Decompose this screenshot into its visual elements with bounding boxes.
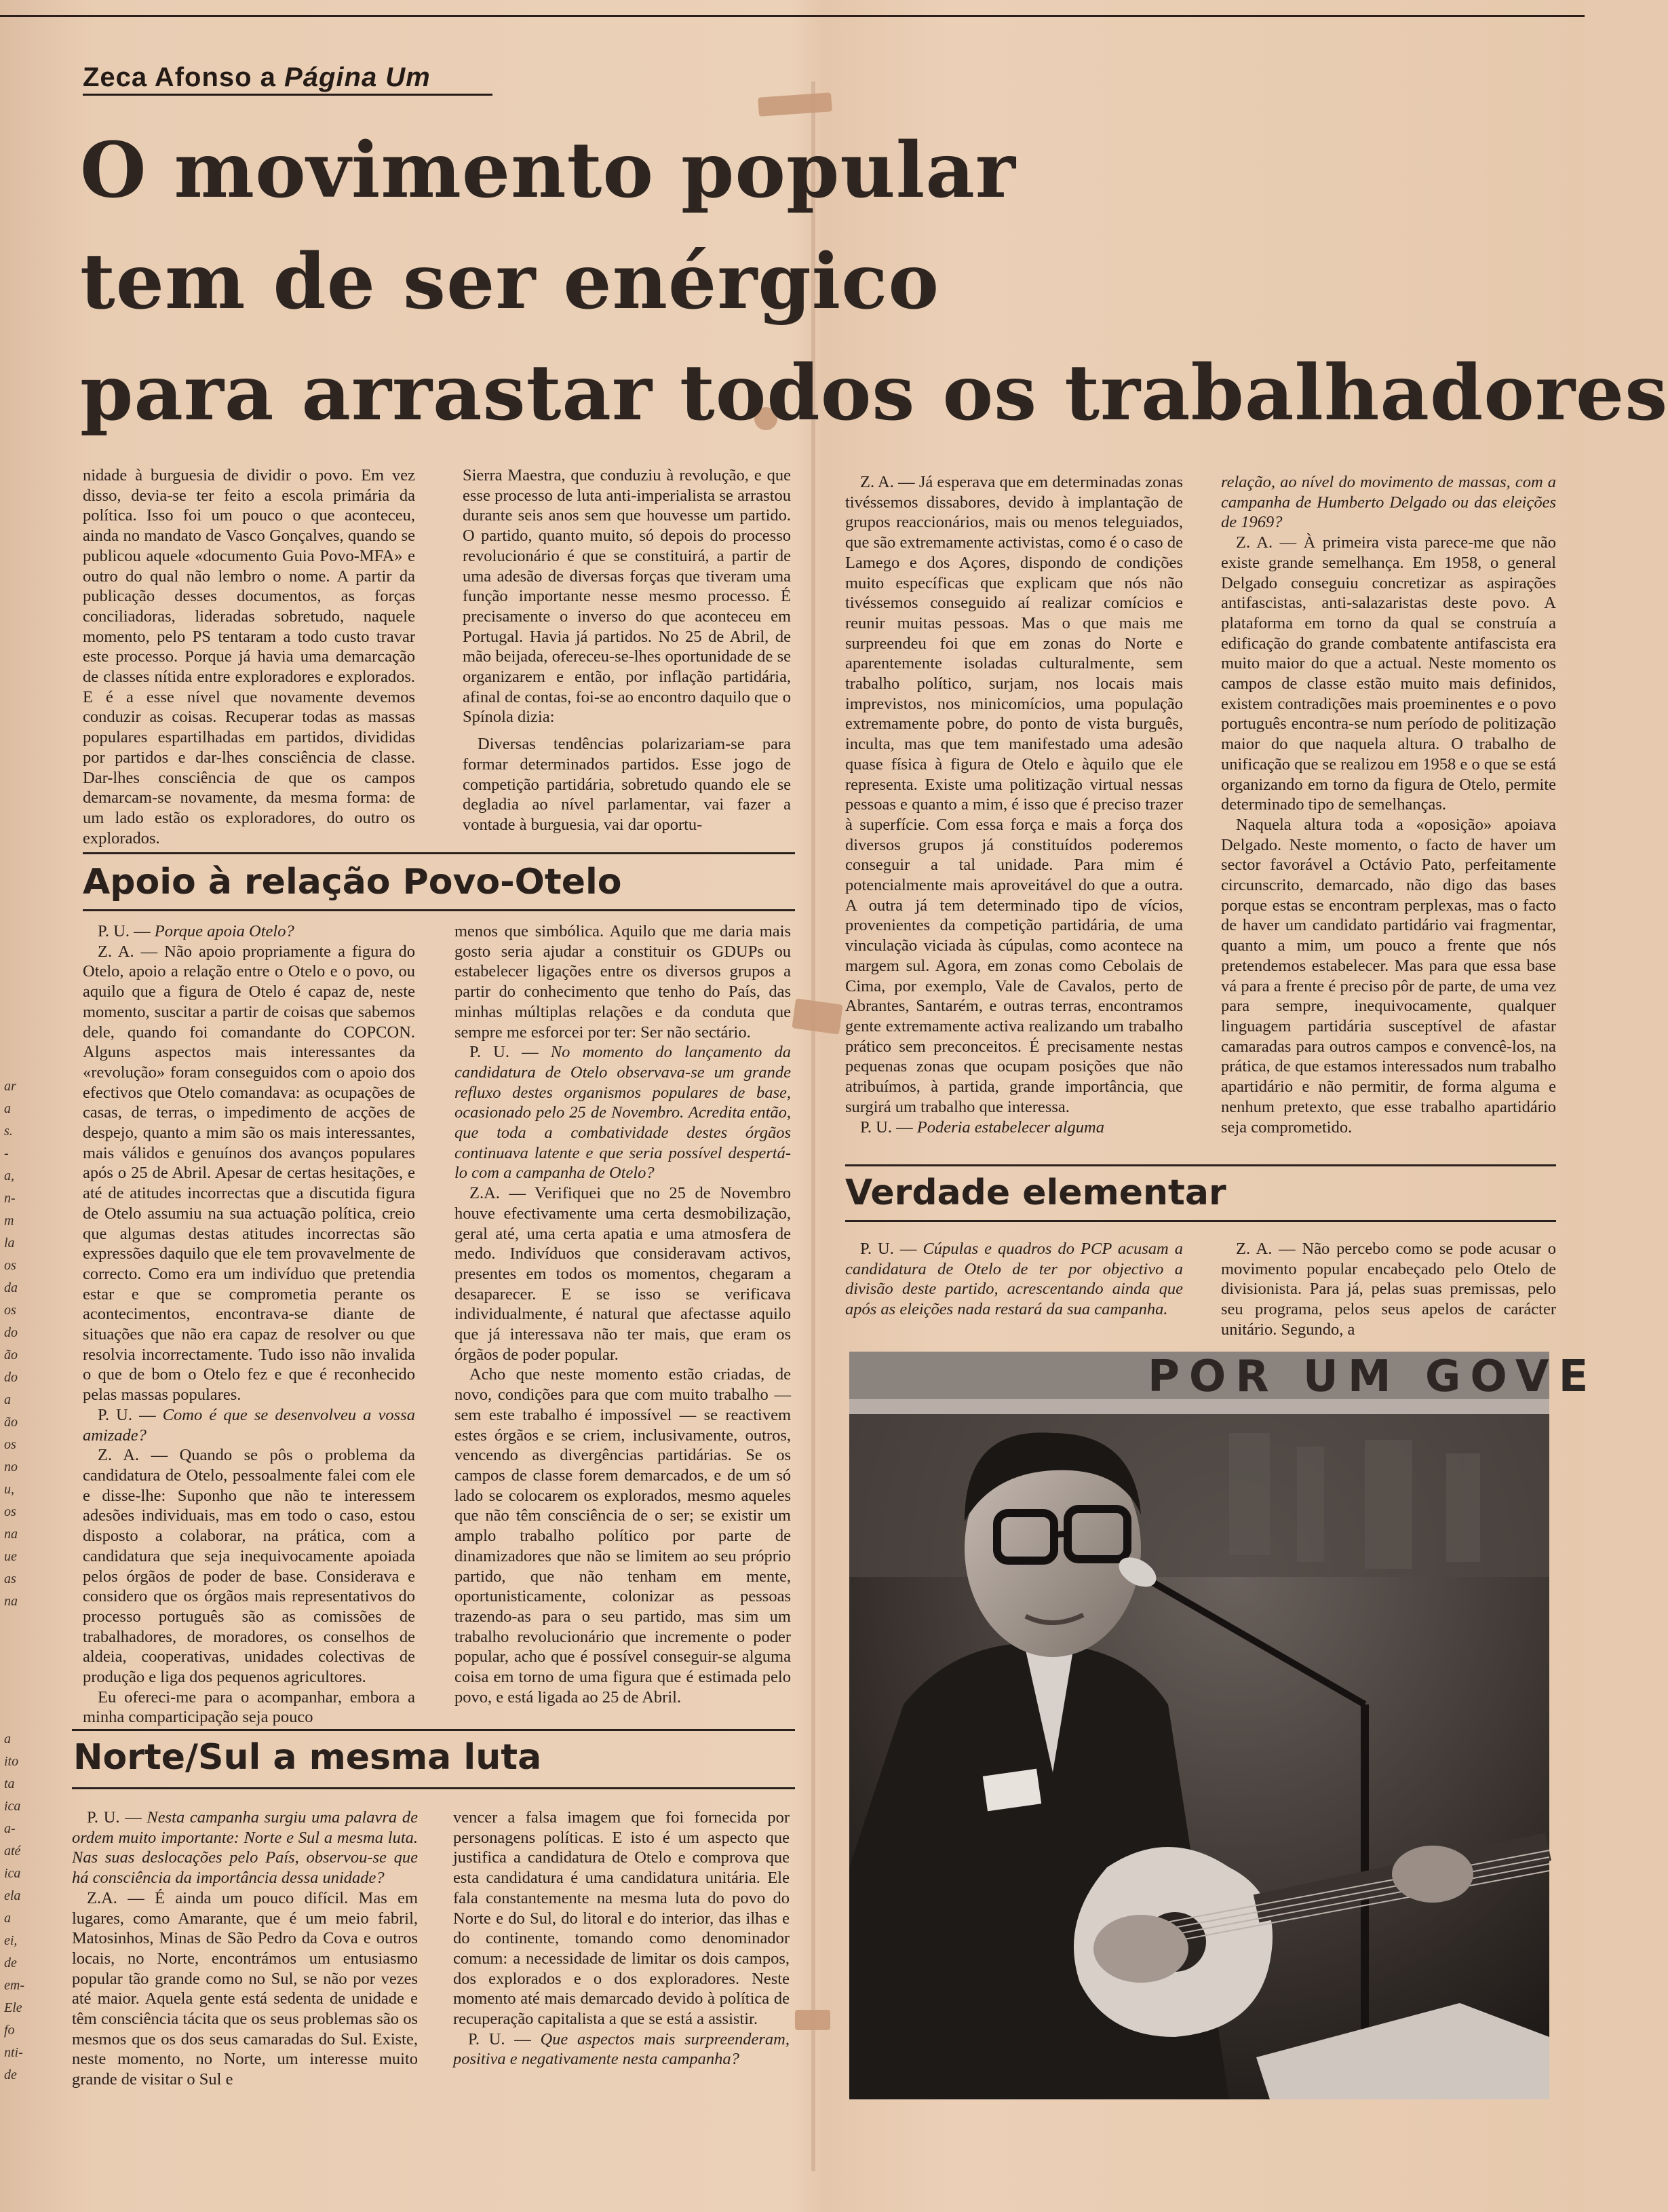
kicker-publication: Página Um [284, 62, 431, 92]
section-rule [845, 1164, 1556, 1166]
margin-fragment: s. [4, 1124, 13, 1139]
subhead-norte: Norte/Sul a mesma luta [73, 1737, 542, 1778]
headline-line-3: para arrastar todos os trabalhadores [80, 349, 1668, 438]
question-text: No momento do lançamento da candidatura de Otelo observava-se um grande refluxo destes organismos populares de base, ocasionado pelo 25 de Novembro. Acredita então, que toda a combatividade destes órgãos continuava latente e que seria possível despertá-lo com a campanha de Otelo? [454, 1043, 791, 1183]
apoio-column-2 [454, 921, 791, 1707]
paragraph: Z. A. — Não percebo como se pode acusar o movimento popular encabeçado pelo Otelo de divisionista. Para já, pelas suas premissas, pelo seu programa, pelos seus apelos de carácter unitário. Segundo, a [1221, 1240, 1556, 1339]
tape-mark [792, 998, 842, 1034]
margin-fragment: até [4, 1844, 21, 1858]
kicker-underline [83, 94, 492, 96]
norte-column-2 [453, 1808, 790, 2070]
verdade-column-2 [1221, 1239, 1556, 1340]
subhead-apoio: Apoio à relação Povo-Otelo [83, 862, 622, 902]
guitarist-photo-illustration [849, 1352, 1598, 2099]
margin-fragment: m [4, 1213, 14, 1228]
margin-fragment: a [4, 1392, 11, 1407]
margin-fragment: ica [4, 1799, 21, 1814]
performer-photo [849, 1352, 1598, 2099]
margin-fragment: ão [4, 1415, 18, 1430]
margin-fragment: na [4, 1527, 18, 1542]
apoio-column-1 [83, 921, 415, 1728]
intro-column-1 [83, 465, 415, 848]
margin-fragment: - [4, 1146, 9, 1161]
qa-label: P. U. — [98, 1405, 163, 1424]
qa-label: P. U. — [469, 1043, 551, 1062]
paragraph: Diversas tendências polarizariam-se para formar determinados partidos. Esse jogo de competição partidária, sobretudo quando ele se degladia ao nível parlamentar, vai fazer a vontade à burguesia, vai dar oportu- [463, 735, 791, 834]
margin-fragment: os [4, 1504, 16, 1519]
article-column-3 [845, 472, 1183, 1137]
banner-text: POR UM GOVE [1148, 1352, 1598, 1402]
margin-fragment: a [4, 1911, 11, 1926]
question-text: Porque apoia Otelo? [154, 922, 294, 940]
section-rule [83, 909, 795, 911]
margin-fragment: em- [4, 1978, 24, 1993]
qa-label: P. U. — [98, 922, 155, 940]
section-rule [72, 1787, 795, 1789]
question-text: Cúpulas e quadros do PCP acusam a candidatura de Otelo de ter por objectivo a divisão deste partido, acrescentando ainda que após as eleições nada restará da sua campanha. [845, 1240, 1183, 1319]
paragraph: Z. A. — Quando se pôs o problema da candidatura de Otelo, pessoalmente falei com ele e disse-lhe: Suponho que não te interessem adesões individuais, mas em todo o caso, estou disposto a colaborar, na prática, com a candidatura que seja inequivocamente apoiada pelos órgãos de poder de base. Considerava e considero que os órgãos mais representativos do processo português são as comissões de trabalhadores, de moradores, os conselhos de aldeia, cooperativas, unidades colectivas de produção e liga dos pequenos agricultores. [83, 1446, 415, 1687]
headline-line-1: O movimento popular [80, 126, 1016, 215]
question-text: Que aspectos mais surpreenderam, positiva e negativamente nesta campanha? [453, 2029, 790, 2069]
question-text: Como é que se desenvolveu a vossa amizade? [83, 1405, 415, 1445]
paragraph: nidade à burguesia de dividir o povo. Em vez disso, devia-se ter feito a escola primária da política. Isso foi um pouco o que aconteceu, ainda no mandato de Vasco Gonçalves, quando se publicou aquele «documento Guia Povo-MFA» e outro do qual não lembro o nome. A partir da publicação desses documentos, as forças conciliadoras, lideradas sobretudo, naquele momento, pelo PS tentaram a todo custo travar este processo. Porque já havia uma demarcação de classes nítida entre exploradores e explorados. E é a esse nível que novamente devemos conduzir as coisas. Recuperar todas as massas populares espartilhadas em partidos, divididas por partidos e dar-lhes consciência de classe. Dar-lhes consciência de que os campos demarcam-se novamente, da mesma forma: de um lado estão os exploradores, do outro os explorados. [83, 466, 415, 847]
margin-fragment: nti- [4, 2045, 23, 2060]
paragraph: Naquela altura toda a «oposição» apoiava Delgado. Neste momento, o facto de haver um sector favorável a Octávio Pato, perfeitamente circunscrito, demarcado, não digo das bases porque estas se encontram perplexas, mas o facto de haver um candidato partidário vai fragmentar, quanto a mim, um pouco a frente que nós pretendemos estabelecer. Mas para que essa base vá para a frente é preciso pôr de parte, de uma vez para sempre, inequivocamente, qualquer linguagem partidária susceptível de afastar camaradas para outros campos e convencê-los, na prática, de que estamos interessados num trabalho apartidário e não permitir, de forma alguma e nenhum pretexto, que esse trabalho apartidário seja comprometido. [1221, 815, 1556, 1137]
section-rule [845, 1220, 1556, 1222]
section-rule [72, 1729, 795, 1731]
margin-fragment: as [4, 1571, 16, 1586]
qa-label: P. U. — [860, 1118, 917, 1137]
intro-column-2 [463, 465, 791, 835]
question-text: Nesta campanha surgiu uma palavra de ordem muito importante: Norte e Sul a mesma luta. Nas suas deslocações pelo País, observou-se que há consciência da importância dessa unidade? [72, 1808, 418, 1888]
margin-fragment: a, [4, 1168, 14, 1183]
margin-fragment: ão [4, 1348, 18, 1362]
paragraph: Z. A. — Já esperava que em determinadas zonas tivéssemos dissabores, devido à implantação de grupos reaccionários, mais ou menos teleguiados, que são extremamente activistas, como é o caso de Lamego e dos Açores, dispondo de condições muito específicas que explicam que nós não tivéssemos conseguido aí realizar comícios e reunir muitas pessoas. Mas o que mais me surpreendeu foi que em zonas do Norte e aparentemente isoladas culturalmente, sem trabalho político, surjam, nos locais mais imprevistos, nos minicomícios, uma população extremamente pobre, do ponto de vista burguês, inculta, mas que tem manifestado uma adesão quase física à figura de Otelo e àquilo que ele representa. Existe uma politização virtual nessas pessoas e quanto a mim, é isso que é preciso trazer à superfície. Com essa força e mais a força dos diversos grupos já constituídos poderemos conseguir a tal unidade. Para mim é potencialmente mais aproveitável do que a outra. A outra já tem determinado tipo de vícios, provenientes da competição partidária, de uma vinculação viciada às cúpulas, como acontece na margem sul. Agora, em zonas como Cebolais de Cima, por exemplo, Vale de Cavalos, perto de Abrantes, Santarém, e outras terras, encontramos gente extremamente activa realizando um trabalho prático sem preconceitos. É precisamente nestas pequenas zonas que ocupam posições que não atribuímos, à partida, grande importância, que surgirá um trabalho que interessa. [845, 473, 1183, 1116]
section-rule [83, 852, 795, 854]
left-margin-fragments [0, 1079, 35, 2137]
margin-fragment: do [4, 1325, 18, 1340]
margin-fragment: os [4, 1437, 16, 1452]
paragraph: Z. A. — Não apoio propriamente a figura do Otelo, apoio a relação entre o Otelo e o povo, ou aquilo que a figura de Otelo é capaz de, neste momento, suscitar a partir de coisas que sabemos dele, quando foi comandante do COPCON. Alguns aspectos mais interessantes da «revolução» foram conseguidos com o apoio dos efectivos que Otelo comandava: as ocupações de casas, de terras, o impedimento de acções de despejo, quanto a mim são os mais interessantes, mais válidos e genuínos dos avanços populares após o 25 de Abril. Apesar de certas hesitações, e até de atitudes incorrectas que a discutida figura de Otelo assumiu na sua actuação política, creio que algumas destas atitudes incorrectas são expressões daquilo que ele tem provavelmente de correcto. Como era um indivíduo que pretendia estar e que se comprometia perante os acontecimentos, encontrava-se diante de situações que não era capaz de resolver ou que resolvia incorrectamente. Tudo isso não invalida o que de bom o Otelo fez e que é reconhecido pelas massas populares. [83, 942, 415, 1405]
qa-label: P. U. — [87, 1808, 147, 1827]
margin-fragment: ela [4, 1888, 21, 1903]
margin-fragment: no [4, 1460, 18, 1474]
question-text: Poderia estabelecer alguma [916, 1118, 1104, 1137]
headline [80, 115, 1668, 449]
paragraph: vencer a falsa imagem que foi fornecida por personagens políticas. E isto é um aspecto que justifica a candidatura de Otelo e comprova que esta candidatura é uma candidatura unitária. Ele fala constantemente na mesma luta do povo do Norte e do Sul, do litoral e do interior, das ilhas e do continente, tomando como denominador comum: a necessidade de limitar os dois campos, dos explorados e o dos exploradores. Neste momento até mais demarcado devido à política de recuperação capitalista a que se está a assistir. [453, 1808, 790, 2029]
margin-fragment: a- [4, 1821, 16, 1836]
kicker-text: Zeca Afonso a [83, 62, 285, 92]
margin-fragment: do [4, 1370, 18, 1385]
top-border-rule [0, 15, 1585, 17]
margin-fragment: ica [4, 1866, 21, 1881]
question-text: relação, ao nível do movimento de massas, com a campanha de Humberto Delgado ou das eleições de 1969? [1221, 473, 1556, 532]
margin-fragment: ito [4, 1754, 19, 1769]
margin-fragment: n- [4, 1191, 16, 1206]
article-column-4 [1221, 472, 1556, 1137]
margin-fragment: os [4, 1303, 16, 1318]
paragraph: menos que simbólica. Aquilo que me daria mais gosto seria ajudar a constituir os GDUPs ou estabelecer ligações entre os diversos grupos a partir do conhecimento que tenho do País, das minhas múltiplas relações e da conduta que sempre me esforcei por ter: Ser não sectário. [454, 922, 791, 1042]
margin-fragment: u, [4, 1482, 14, 1497]
paragraph: Z. A. — À primeira vista parece-me que não existe grande semelhança. Em 1958, o general Delgado conseguiu concretizar as aspirações antifascistas, anti-salazaristas deste povo. A plataforma em torno da qual se construía a edificação do grande combatente antifascista era muito maior do que a actual. Neste momento os campos de classe estão muito mais definidos, existem contradições mais proeminentes e o povo português encontra-se num período de politização maior do que naquela altura. O trabalho de unificação que se realizou em 1958 e o que se está organizando em torno da figura de Otelo, permite determinado tipo de semelhanças. [1221, 533, 1556, 814]
margin-fragment: na [4, 1594, 18, 1609]
paragraph: Eu ofereci-me para o acompanhar, embora a minha comparticipação seja pouco [83, 1687, 415, 1727]
margin-fragment: a [4, 1101, 11, 1116]
paragraph: Acho que neste momento estão criadas, de novo, condições para que com muito trabalho — sem este trabalho é impossível — se reactivem estes órgãos e se criem, inclusivamente, outros, vencendo as divergências partidárias. Se os campos de classe forem demarcados, e de um só lado se colocarem os explorados, mesmo aqueles que não têm consciência de o ser; se existir um amplo trabalho político por parte de dinamizadores que não se limitem ao seu próprio partido, que não tenham em mente, oportunisticamente, colonizar as pessoas trazendo-as para o seu partido, mas sim um trabalho revolucionário que incremente o poder popular, acho que é possível conseguir-se alguma coisa em torno de uma figura que é estimada pelo povo, e está ligada ao 25 de Abril. [454, 1365, 791, 1706]
margin-fragment: la [4, 1236, 15, 1251]
qa-label: P. U. — [468, 2029, 541, 2048]
headline-line-2: tem de ser enérgico [80, 237, 940, 326]
margin-fragment: ei, [4, 1933, 18, 1948]
qa-label: P. U. — [860, 1240, 923, 1258]
margin-fragment: ar [4, 1079, 16, 1094]
subhead-verdade: Verdade elementar [845, 1172, 1226, 1213]
tape-mark [795, 2010, 830, 2030]
margin-fragment: a [4, 1732, 11, 1747]
margin-fragment: ue [4, 1549, 17, 1564]
paragraph: Z.A. — É ainda um pouco difícil. Mas em lugares, como Amarante, que é um meio fabril, Matosinhos, Minas de São Pedro da Cova e outros locais, no Norte, encontrámos um entusiasmo popular tão grande como no Sul, se não por vezes até maior. Aquela gente está sedenta de unidade e têm consciência tácita que os seus problemas são os mesmos que os dos seus camaradas do Sul. Existe, neste momento, no Norte, um interesse muito grande de visitar o Sul e [72, 1888, 418, 2089]
margin-fragment: de [4, 1956, 17, 1970]
verdade-column-1 [845, 1239, 1183, 1320]
margin-fragment: da [4, 1280, 18, 1295]
paragraph: Sierra Maestra, que conduziu à revolução, e que esse processo de luta anti-imperialista se arrastou durante seis anos sem que houvesse um partido. O partido, quanto muito, só depois do processo revolucionário é que se constituirá, a partir de uma adesão de diversas forças que tiveram uma função importante nesse mesmo processo. É precisamente o inverso do que aconteceu em Portugal. Havia já partidos. No 25 de Abril, de mão beijada, ofereceu-se-lhes oportunidade de se organizarem e então, por inflação partidária, afinal de contas, foi-se ao encontro daquilo que o Spínola dizia: [463, 466, 791, 727]
paragraph: Z.A. — Verifiquei que no 25 de Novembro houve efectivamente uma certa desmobilização, geral até, uma certa apatia e uma atmosfera de medo. Indivíduos que consideravam activos, presentes em todos os momentos, chegaram a desaparecer. E se isso se verificava individualmente, é natural que afectasse aquilo que já interessava não ter mais, que eram os órgãos de poder popular. [454, 1184, 791, 1364]
margin-fragment: ta [4, 1776, 15, 1791]
margin-fragment: fo [4, 2023, 15, 2038]
margin-fragment: os [4, 1258, 16, 1273]
norte-column-1 [72, 1808, 418, 2090]
kicker [83, 62, 431, 93]
margin-fragment: de [4, 2067, 17, 2082]
margin-fragment: Ele [4, 2000, 22, 2015]
tape-mark [758, 92, 832, 116]
